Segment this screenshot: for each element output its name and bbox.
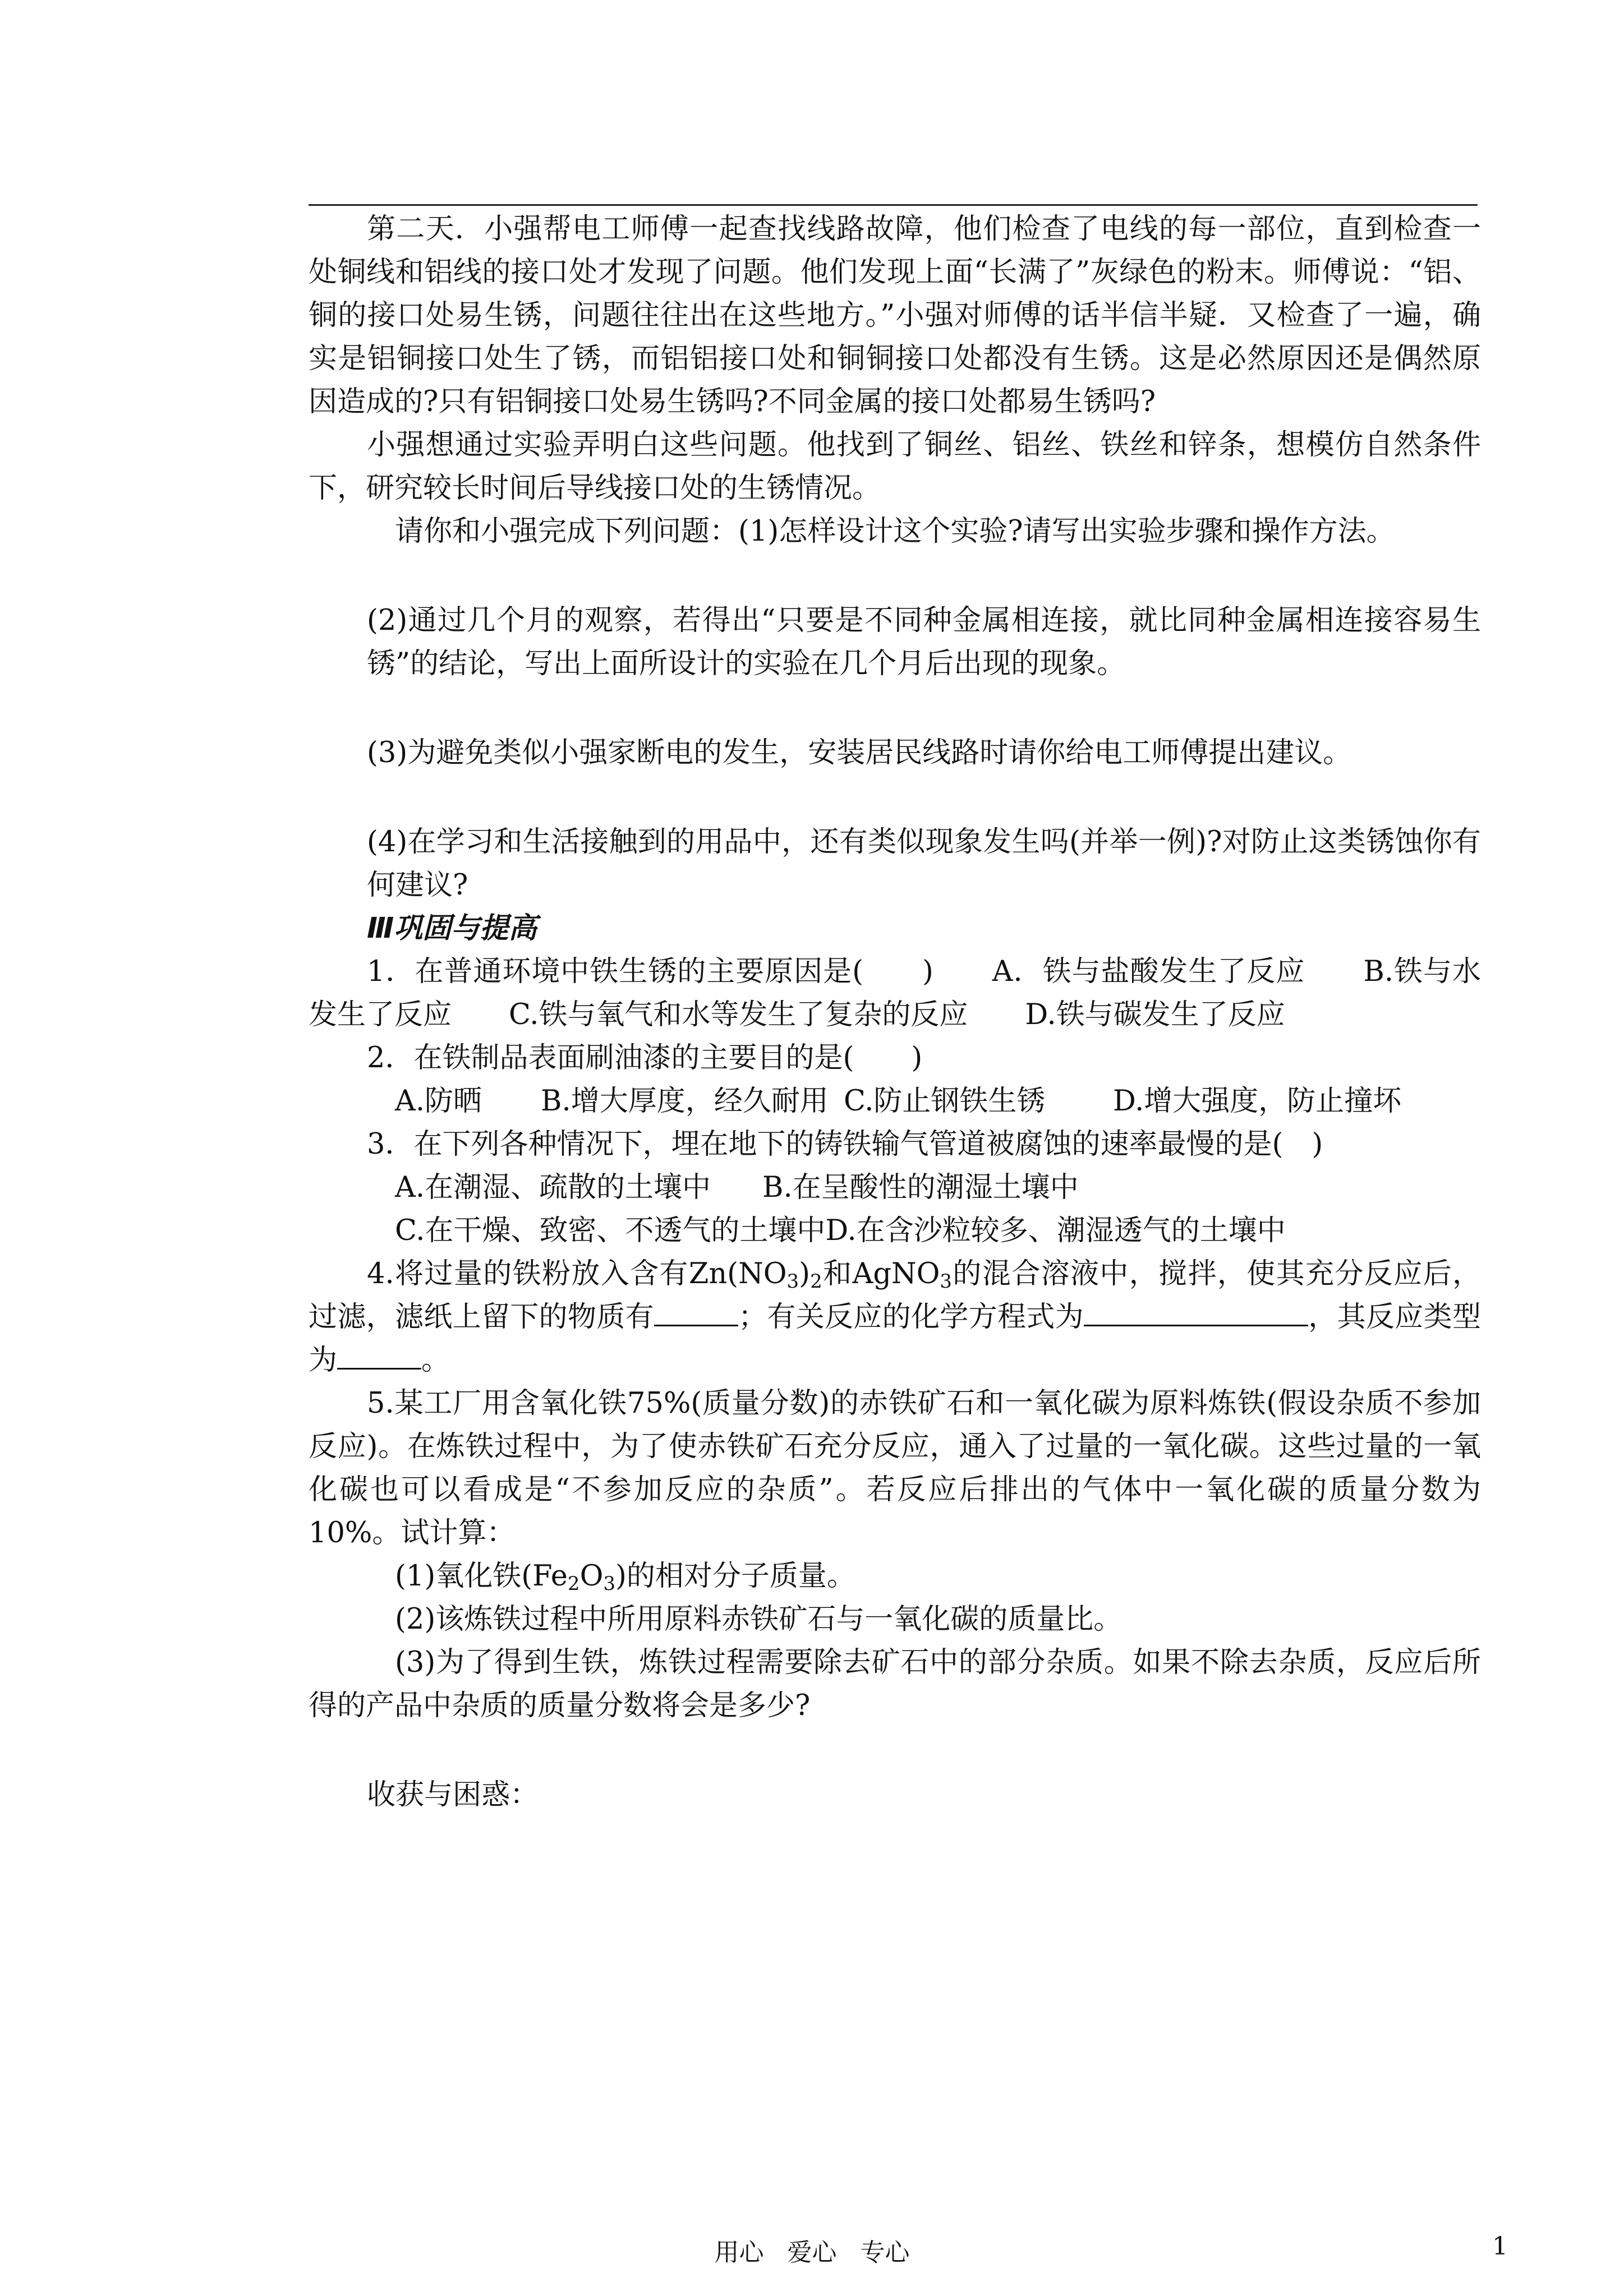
question-5-part-3: (3)为了得到生铁，炼铁过程需要除去矿石中的部分杂质。如果不除去杂质，反应后所得的产品中杂质的质量分数将会是多少? bbox=[309, 1646, 1481, 1722]
intro-paragraph-2: 小强想通过实验弄明白这些问题。他找到了铜丝、铝丝、铁丝和锌条，想模仿自然条件下，研究较长时间后导线接口处的生锈情况。 bbox=[309, 428, 1481, 505]
option-d: D.在含沙粒较多、潮湿透气的土壤中 bbox=[825, 1214, 1286, 1247]
page-number: 1 bbox=[1492, 2232, 1508, 2261]
intro-question-2: (2)通过几个月的观察，若得出“只要是不同种金属相连接，就比同种金属相连接容易生锈”的结论，写出上面所设计的实验在几个月后出现的现象。 bbox=[367, 604, 1481, 680]
intro-question-3: (3)为避免类似小强家断电的发生，安装居民线路时请你给电工师傅提出建议。 bbox=[367, 736, 1352, 769]
question-1: 1．在普通环境中铁生锈的主要原因是( ) A．铁与盐酸发生了反应 B.铁与水发生了反应 C.铁与氧气和水等发生了复杂的反应 D.铁与碳发生了反应 bbox=[309, 955, 1481, 1031]
intro-question-1: 请你和小强完成下列问题：(1)怎样设计这个实验?请写出实验步骤和操作方法。 bbox=[395, 515, 1395, 548]
question-2-stem: 2．在铁制品表面刷油漆的主要目的是( ) bbox=[367, 1041, 923, 1075]
question-3-options-row-2 bbox=[309, 1209, 1481, 1252]
question-5-part-1: (1)氧化铁$(Fe_2O_3)$的相对分子质量。 bbox=[395, 1560, 855, 1595]
option-c: C.在干燥、致密、不透气的土壤中 bbox=[395, 1214, 826, 1247]
reflection-label: 收获与困惑： bbox=[367, 1778, 539, 1811]
footer-word: 用心 bbox=[714, 2238, 764, 2267]
question-3-stem: 3．在下列各种情况下，埋在地下的铸铁输气管道被腐蚀的速率最慢的是( ) bbox=[367, 1128, 1323, 1161]
page-footer bbox=[0, 2232, 1624, 2268]
answer-blank[interactable] bbox=[1084, 1298, 1308, 1326]
document-body bbox=[309, 208, 1481, 1816]
option-c: C.防止钢铁生锈 bbox=[844, 1085, 1046, 1118]
section-title: Ⅲ巩固与提高 bbox=[367, 912, 537, 945]
answer-space bbox=[309, 553, 1481, 599]
answer-space bbox=[309, 1727, 1481, 1773]
footer-word: 专心 bbox=[860, 2238, 910, 2267]
question-5-part-2: (2)该炼铁过程中所用原料赤铁矿石与一氧化碳的质量比。 bbox=[395, 1603, 1122, 1636]
option-b: B.在呈酸性的潮湿土壤中 bbox=[762, 1171, 1079, 1204]
intro-paragraph-1: 第二天．小强帮电工师傅一起查找线路故障，他们检查了电线的每一部位，直到检查一处铜线和铝线的接口处才发现了问题。他们发现上面“长满了”灰绿色的粉末。师傅说：“铝、铜的接口处易生锈，问题往往出在这些地方。”小强对师傅的话半信半疑．又检查了一遍，确实是铝铜接口处生了锈，而铝铝接口处和铜铜接口处都没有生锈。这是必然原因还是偶然原因造成的?只有铝铜接口处易生锈吗?不同金属的接口处都易生锈吗? bbox=[309, 213, 1481, 418]
intro-question-4: (4)在学习和生活接触到的用品中，还有类似现象发生吗(并举一例)?对防止这类锈蚀你有何建议? bbox=[367, 826, 1481, 902]
answer-space bbox=[309, 774, 1481, 820]
header-rule bbox=[309, 204, 1478, 206]
question-4: 4.将过量的铁粉放入含有$Zn(NO_3)_2$和AgNO$_3$的混合溶液中，搅拌，使其充分反应后，过滤，滤纸上留下的物质有 ；有关反应的化学方程式为 ，其反应类型为 。 bbox=[309, 1257, 1481, 1377]
answer-space bbox=[309, 685, 1481, 731]
option-b: B.增大厚度，经久耐用 bbox=[541, 1085, 829, 1118]
question-5: 5.某工厂用含氧化铁75%(质量分数)的赤铁矿石和一氧化碳为原料炼铁(假设杂质不参加反应)。在炼铁过程中，为了使赤铁矿石充分反应，通入了过量的一氧化碳。这些过量的一氧化碳也可以看成是“不参加反应的杂质”。若反应后排出的气体中一氧化碳的质量分数为10%。试计算： bbox=[309, 1387, 1481, 1550]
answer-blank[interactable] bbox=[337, 1341, 421, 1370]
question-3-options-row-1 bbox=[309, 1166, 1481, 1209]
question-2-options bbox=[309, 1080, 1481, 1123]
option-d: D.增大强度，防止撞坏 bbox=[1113, 1085, 1402, 1118]
footer-word: 爱心 bbox=[787, 2238, 837, 2267]
option-a: A.在潮湿、疏散的土壤中 bbox=[395, 1171, 711, 1204]
answer-blank[interactable] bbox=[654, 1298, 738, 1326]
option-a: A.防晒 bbox=[395, 1085, 482, 1118]
